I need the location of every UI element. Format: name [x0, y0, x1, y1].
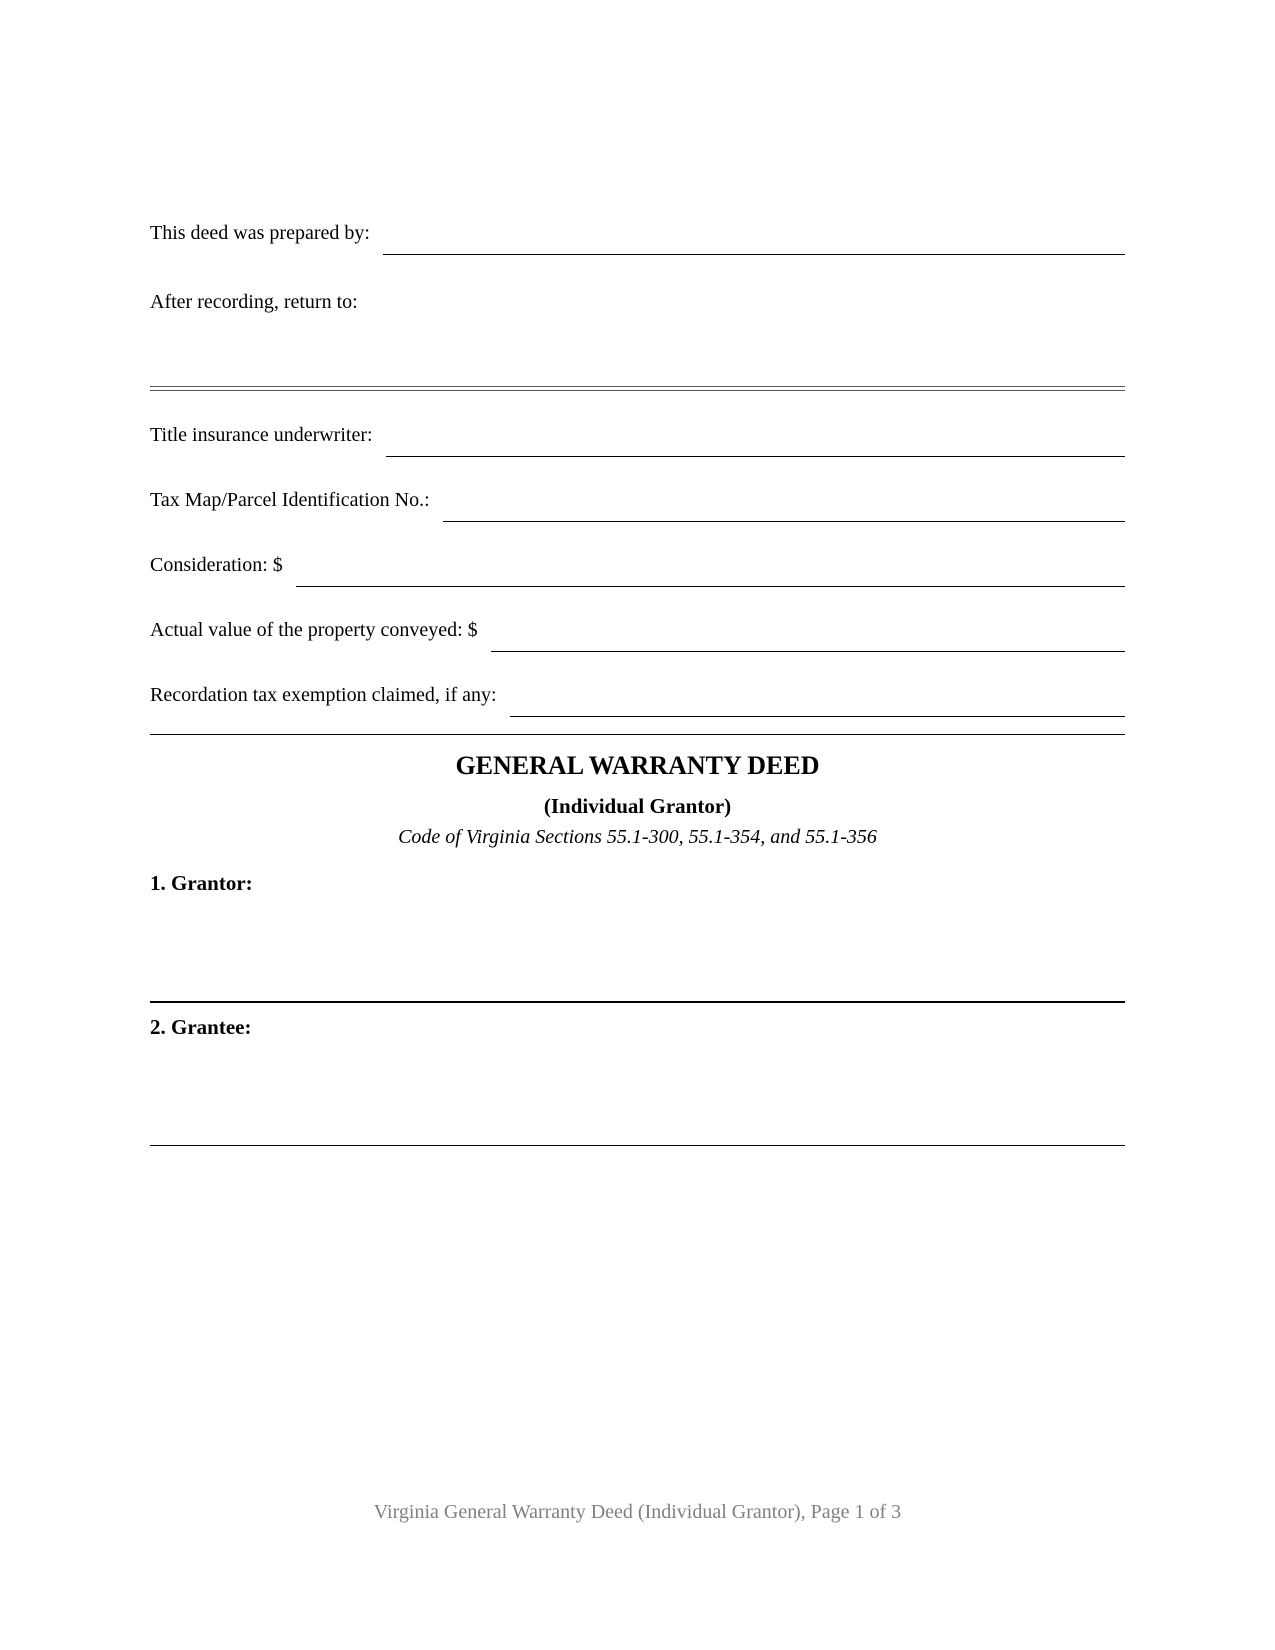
consideration-row — [150, 553, 1125, 587]
page-footer: Virginia General Warranty Deed (Individual Grantor), Page 1 of 3 — [373, 1501, 902, 1523]
grantee-label: 2. Grantee: — [150, 1015, 252, 1039]
actual-value-row — [150, 618, 1125, 652]
return-to-divider — [150, 386, 1125, 391]
tax-map-row — [150, 488, 1125, 522]
return-to-label: After recording, return to: — [150, 291, 358, 313]
actual-value-label: Actual value of the property conveyed: $ — [150, 619, 478, 641]
deed-title: GENERAL WARRANTY DEED — [455, 751, 820, 780]
tax-map-field[interactable] — [443, 520, 1125, 522]
consideration-label: Consideration: $ — [150, 554, 283, 576]
code-reference: Code of Virginia Sections 55.1-300, 55.1-354, and 55.1-356 — [398, 826, 877, 848]
exemption-field[interactable] — [510, 715, 1125, 717]
actual-value-field[interactable] — [491, 650, 1125, 652]
exemption-label: Recordation tax exemption claimed, if any: — [150, 684, 497, 706]
consideration-field[interactable] — [296, 585, 1125, 587]
grantee-field[interactable] — [150, 1145, 1125, 1146]
tax-map-label: Tax Map/Parcel Identification No.: — [150, 489, 430, 511]
prepared-by-row — [150, 221, 1125, 255]
prepared-by-field[interactable] — [383, 253, 1125, 255]
deed-subtitle: (Individual Grantor) — [543, 794, 732, 818]
title-underwriter-label: Title insurance underwriter: — [150, 424, 373, 446]
exemption-row — [150, 683, 1125, 717]
title-underwriter-field[interactable] — [386, 455, 1125, 457]
grantor-label: 1. Grantor: — [150, 871, 253, 895]
prepared-by-label: This deed was prepared by: — [150, 222, 370, 244]
grantor-field[interactable] — [150, 1001, 1125, 1003]
title-underwriter-row — [150, 423, 1125, 457]
header-divider — [150, 734, 1125, 735]
